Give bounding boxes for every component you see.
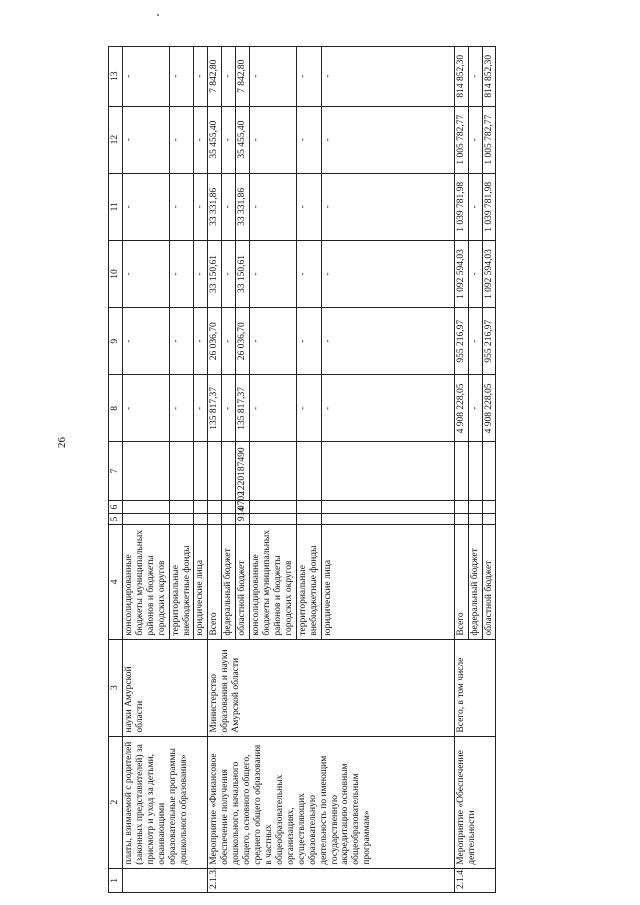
value-cell: - [194, 47, 208, 107]
header-cell: 2 [109, 736, 123, 868]
header-cell: 3 [109, 639, 123, 736]
value-cell: - [169, 106, 194, 173]
value-cell: - [122, 106, 169, 173]
rzpr-cell [169, 500, 194, 513]
csr-cell [194, 442, 208, 500]
value-cell: 1 005 782,77 [454, 106, 468, 173]
grbs-cell: 914 [236, 514, 250, 525]
item-name-cell: Мероприятие «Обеспечение деятельности [454, 736, 496, 868]
csr-cell [482, 442, 496, 500]
value-cell: 814 852,30 [482, 47, 496, 107]
grbs-cell [194, 514, 208, 525]
value-cell: - [296, 173, 321, 240]
value-cell: 1 092 594,03 [482, 240, 496, 307]
value-cell: - [222, 106, 236, 173]
value-cell: - [222, 308, 236, 375]
value-cell: 33 150,61 [236, 240, 250, 307]
csr-cell: 1220187490 [236, 442, 250, 500]
value-cell: - [321, 375, 454, 442]
header-cell: 7 [109, 442, 123, 500]
grbs-cell [482, 514, 496, 525]
value-cell: - [194, 106, 208, 173]
header-cell: 12 [109, 106, 123, 173]
value-cell: 33 331,86 [208, 173, 222, 240]
value-cell: - [169, 47, 194, 107]
item-name-cell: платы, взимаемой с родителей (законных представителей) за присмотр и уход за детьми, осваивающими образовательные программы дошкольного образования» [122, 736, 207, 868]
value-cell: - [321, 106, 454, 173]
value-cell: 33 331,86 [236, 173, 250, 240]
csr-cell [250, 442, 297, 500]
csr-cell [468, 442, 482, 500]
value-cell: - [222, 173, 236, 240]
value-cell: 1 005 782,77 [482, 106, 496, 173]
table-row [122, 47, 169, 893]
grbs-cell [208, 514, 222, 525]
grbs-cell [169, 514, 194, 525]
grbs-cell [296, 514, 321, 525]
item-number-cell: 2.1.4. [454, 868, 496, 892]
rzpr-cell [222, 500, 236, 513]
value-cell: - [321, 47, 454, 107]
value-cell: 1 092 594,03 [454, 240, 468, 307]
source-cell: областной бюджет [482, 525, 496, 640]
value-cell: - [296, 375, 321, 442]
csr-cell [296, 442, 321, 500]
value-cell: - [250, 375, 297, 442]
csr-cell [122, 442, 169, 500]
rzpr-cell [194, 500, 208, 513]
grbs-cell [321, 514, 454, 525]
page-number: 26 [56, 437, 68, 448]
executor-cell: Всего, в том числе [454, 639, 496, 736]
value-cell: 1 039 781,98 [454, 173, 468, 240]
source-cell: Всего [454, 525, 468, 640]
value-cell: 1 039 781,98 [482, 173, 496, 240]
value-cell: - [222, 47, 236, 107]
value-cell: - [296, 308, 321, 375]
header-cell: 10 [109, 240, 123, 307]
source-cell: территориальные внебюджетные фонды [169, 525, 194, 640]
source-cell: консолидированные бюджеты муниципальных районов и бюджеты городских округов [250, 525, 297, 640]
source-cell: федеральный бюджет [468, 525, 482, 640]
source-cell: юридические лица [194, 525, 208, 640]
header-cell: 11 [109, 173, 123, 240]
rzpr-cell [296, 500, 321, 513]
header-row [109, 47, 123, 893]
value-cell: 4 908 228,05 [482, 375, 496, 442]
value-cell: - [250, 106, 297, 173]
header-cell: 13 [109, 47, 123, 107]
value-cell: 35 455,40 [236, 106, 250, 173]
value-cell: - [169, 375, 194, 442]
executor-cell: науки Амурской области [122, 639, 207, 736]
value-cell: - [468, 106, 482, 173]
value-cell: 7 842,80 [236, 47, 250, 107]
item-name-cell: Мероприятие «Финансовое обеспечение получения дошкольного, начального общего, основного общего, среднего общего образования в частных общеобразовательных организациях, осуществляющих образовательную деятельность по имеющим государственную аккредитацию основным общеобразовательным программам» [208, 736, 454, 868]
rzpr-cell [250, 500, 297, 513]
value-cell: 26 036,70 [236, 308, 250, 375]
value-cell: - [321, 308, 454, 375]
value-cell: - [250, 173, 297, 240]
value-cell: - [296, 240, 321, 307]
item-number-cell: 2.1.3. [208, 868, 454, 892]
value-cell: - [250, 240, 297, 307]
source-cell: Всего [208, 525, 222, 640]
header-cell: 1 [109, 868, 123, 892]
source-cell: территориальные внебюджетные фонды [296, 525, 321, 640]
rzpr-cell [122, 500, 169, 513]
grbs-cell [454, 514, 468, 525]
csr-cell [454, 442, 468, 500]
header-cell: 9 [109, 308, 123, 375]
value-cell: - [222, 375, 236, 442]
rotated-table-container [108, 46, 552, 893]
value-cell: - [194, 308, 208, 375]
csr-cell [208, 442, 222, 500]
value-cell: - [468, 240, 482, 307]
value-cell: - [122, 173, 169, 240]
value-cell: - [194, 173, 208, 240]
table-row [454, 47, 468, 893]
header-cell: 5 [109, 514, 123, 525]
value-cell: - [194, 375, 208, 442]
value-cell: 4 908 228,05 [454, 375, 468, 442]
rzpr-cell [482, 500, 496, 513]
value-cell: - [222, 240, 236, 307]
item-number-cell [122, 868, 207, 892]
value-cell: - [122, 240, 169, 307]
csr-cell [169, 442, 194, 500]
grbs-cell [222, 514, 236, 525]
grbs-cell [122, 514, 169, 525]
rzpr-cell [321, 500, 454, 513]
value-cell: - [321, 240, 454, 307]
value-cell: - [169, 240, 194, 307]
value-cell: - [321, 173, 454, 240]
value-cell: 33 150,61 [208, 240, 222, 307]
header-cell: 8 [109, 375, 123, 442]
csr-cell [321, 442, 454, 500]
budget-table [108, 46, 496, 893]
value-cell: - [250, 308, 297, 375]
value-cell: - [468, 375, 482, 442]
value-cell: 35 455,40 [208, 106, 222, 173]
value-cell: - [250, 47, 297, 107]
value-cell: - [468, 47, 482, 107]
value-cell: 135 817,37 [208, 375, 222, 442]
value-cell: 814 852,30 [454, 47, 468, 107]
value-cell: 7 842,80 [208, 47, 222, 107]
value-cell: - [296, 47, 321, 107]
rzpr-cell [208, 500, 222, 513]
value-cell: - [122, 375, 169, 442]
source-cell: юридические лица [321, 525, 454, 640]
value-cell: - [194, 240, 208, 307]
scan-dot [157, 14, 159, 16]
value-cell: - [122, 47, 169, 107]
grbs-cell [468, 514, 482, 525]
value-cell: - [468, 308, 482, 375]
value-cell: 955 216,97 [454, 308, 468, 375]
value-cell: - [169, 173, 194, 240]
header-cell: 4 [109, 525, 123, 640]
value-cell: - [169, 308, 194, 375]
source-cell: областной бюджет [236, 525, 250, 640]
value-cell: - [122, 308, 169, 375]
header-cell: 6 [109, 500, 123, 513]
source-cell: консолидированные бюджеты муниципальных районов и бюджеты городских округов [122, 525, 169, 640]
rzpr-cell: 0702 [236, 500, 250, 513]
source-cell: федеральный бюджет [222, 525, 236, 640]
grbs-cell [250, 514, 297, 525]
table-row [208, 47, 222, 893]
rzpr-cell [468, 500, 482, 513]
value-cell: 955 216,97 [482, 308, 496, 375]
value-cell: - [468, 173, 482, 240]
executor-cell: Министерство образования и науки Амурской области [208, 639, 454, 736]
value-cell: 26 036,70 [208, 308, 222, 375]
rzpr-cell [454, 500, 468, 513]
value-cell: 135 817,37 [236, 375, 250, 442]
value-cell: - [296, 106, 321, 173]
csr-cell [222, 442, 236, 500]
